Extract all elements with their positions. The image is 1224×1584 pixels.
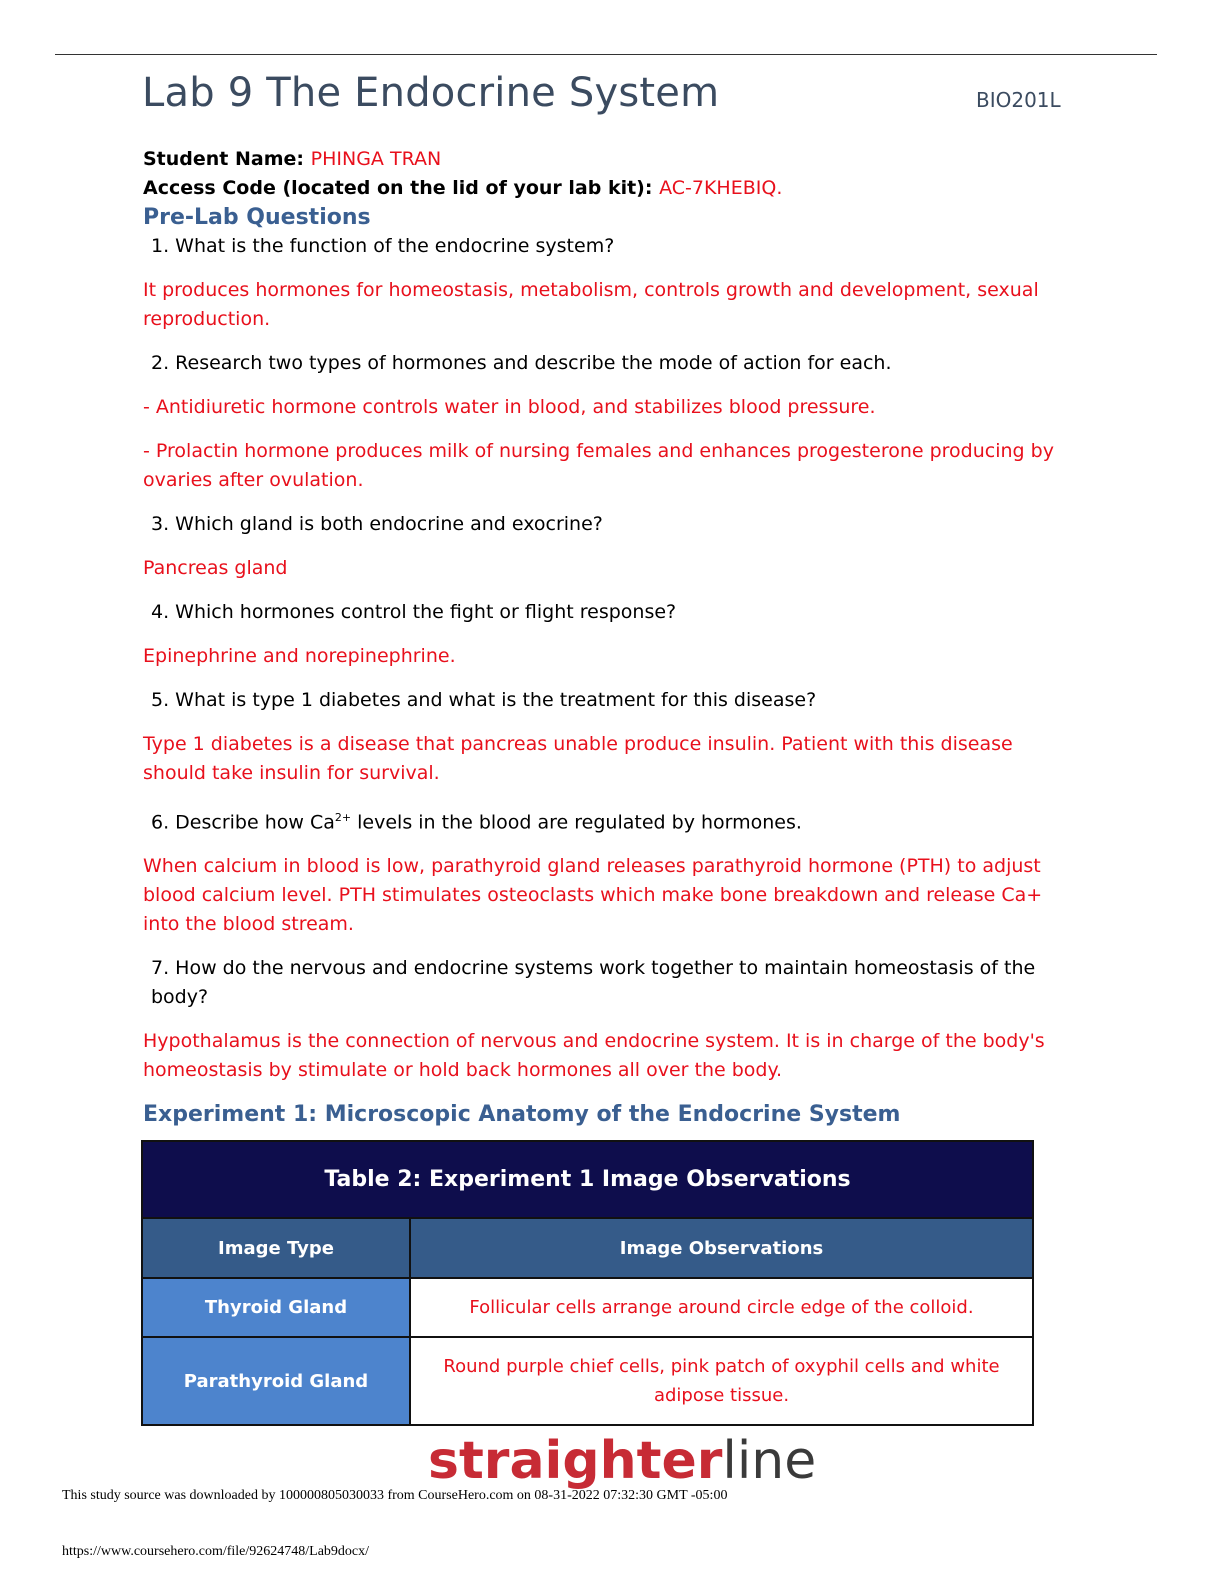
- answer-5: Type 1 diabetes is a disease that pancreas unable produce insulin. Patient with this disease should take insulin for survival.: [143, 733, 1013, 784]
- table-title: Table 2: Experiment 1 Image Observations: [142, 1141, 1033, 1218]
- source-url[interactable]: https://www.coursehero.com/file/92624748/Lab9docx/: [62, 1544, 370, 1559]
- answer-3: Pancreas gland: [143, 557, 288, 579]
- question-6-superscript: 2+: [334, 811, 352, 824]
- question-6-post: levels in the blood are regulated by hormones.: [351, 811, 802, 834]
- observations-table: [141, 1140, 1034, 1426]
- access-code-line: [143, 174, 1063, 203]
- straighterline-logo: [428, 1432, 816, 1490]
- question-5: 5. What is type 1 diabetes and what is the treatment for this disease?: [151, 689, 817, 711]
- row-label-parathyroid: Parathyroid Gland: [142, 1337, 410, 1425]
- download-notice: This study source was downloaded by 100000805030033 from CourseHero.com on 08-31-2022 07:32:30 GMT -05:00: [62, 1488, 728, 1503]
- column-header-image-observations: Image Observations: [410, 1218, 1033, 1278]
- access-code-value: AC-7KHEBIQ.: [659, 177, 783, 199]
- question-1: 1. What is the function of the endocrine system?: [151, 235, 615, 257]
- student-name-value: PHINGA TRAN: [310, 148, 442, 170]
- student-name-label: Student Name:: [143, 148, 305, 170]
- table-row: [142, 1337, 1033, 1425]
- experiment-heading: Experiment 1: Microscopic Anatomy of the Endocrine System: [143, 1102, 901, 1128]
- course-code: BIO201L: [976, 88, 1061, 112]
- question-2: 2. Research two types of hormones and describe the mode of action for each.: [151, 352, 892, 374]
- logo-part-2: line: [722, 1431, 817, 1491]
- logo-part-1: straighter: [428, 1431, 723, 1491]
- answer-2a: - Antidiuretic hormone controls water in blood, and stabilizes blood pressure.: [143, 396, 876, 418]
- header-rule: [55, 54, 1157, 55]
- question-3: 3. Which gland is both endocrine and exocrine?: [151, 513, 603, 535]
- question-6: [151, 803, 1063, 837]
- answer-2b: - Prolactin hormone produces milk of nursing females and enhances progesterone producing by ovaries after ovulation.: [143, 440, 1054, 491]
- row-observation-parathyroid: Round purple chief cells, pink patch of oxyphil cells and white adipose tissue.: [410, 1337, 1033, 1425]
- question-7: 7. How do the nervous and endocrine systems work together to maintain homeostasis of the body?: [151, 957, 1036, 1009]
- answer-6: When calcium in blood is low, parathyroid gland releases parathyroid hormone (PTH) to adjust blood calcium level. PTH stimulates osteoclasts which make bone breakdown and release Ca+ into the blood stream.: [143, 855, 1043, 936]
- row-observation-thyroid: Follicular cells arrange around circle edge of the colloid.: [410, 1278, 1033, 1337]
- answer-4: Epinephrine and norepinephrine.: [143, 645, 456, 667]
- question-4: 4. Which hormones control the fight or flight response?: [151, 601, 677, 623]
- student-name-line: [143, 145, 1063, 174]
- prelab-heading: Pre-Lab Questions: [143, 205, 371, 230]
- answer-7: Hypothalamus is the connection of nervous and endocrine system. It is in charge of the body's homeostasis by stimulate or hold back hormones all over the body.: [143, 1030, 1045, 1082]
- row-label-thyroid: Thyroid Gland: [142, 1278, 410, 1337]
- column-header-image-type: Image Type: [142, 1218, 410, 1278]
- table-row: [142, 1278, 1033, 1337]
- answer-1: It produces hormones for homeostasis, metabolism, controls growth and development, sexual reproduction.: [143, 279, 1039, 330]
- question-6-pre: 6. Describe how Ca: [151, 811, 335, 834]
- document-body: [143, 145, 1063, 1129]
- page-title: Lab 9 The Endocrine System: [142, 70, 720, 116]
- access-code-label: Access Code (located on the lid of your lab kit):: [143, 177, 653, 199]
